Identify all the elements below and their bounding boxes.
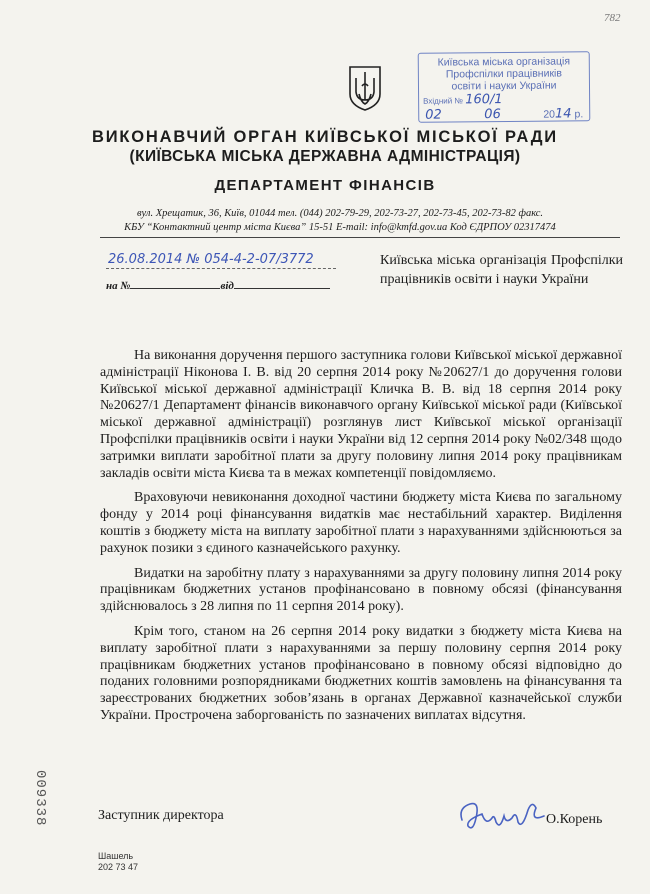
executor-info	[98, 851, 138, 873]
page-number: 782	[604, 12, 621, 24]
letter-body	[100, 348, 622, 733]
on-number-blank	[130, 278, 220, 289]
department-name: ДЕПАРТАМЕНТ ФІНАНСІВ	[214, 177, 436, 194]
outgoing-reference: 26.08.2014 № 054-4-2-07/3772	[108, 252, 314, 267]
stamp-line1: Київська міська організація	[437, 55, 571, 69]
org-name-line1: ВИКОНАВЧИЙ ОРГАН КИЇВСЬКОЇ МІСЬКОЇ РАДИ	[92, 128, 558, 146]
org-name-line2: (КИЇВСЬКА МІСЬКА ДЕРЖАВНА АДМІНІСТРАЦІЯ)	[129, 148, 521, 165]
stamp-date-day: 02	[425, 107, 442, 123]
executor-name: Шашель	[98, 851, 134, 861]
body-paragraph-1: На виконання доручення першого заступника голови Київської міської державної адміністрації Ніконова І. В. від 20 серпня 2014 року №20627/1 до доручення голови Київської міської державної адміністрації Кличка В. В. від 18 серпня 2014 року №20627/1 Департамент фінансів виконавчого органу Київської міської ради (Київської міської державної адміністрації) розглянув лист Київської міської організації Профспілки працівників освіти і науки України від 12 серпня 2014 року №02/348 щодо затримки виплати заробітної плати за другу половину липня 2014 року працівникам закладів освіти міста Києва та в межах компетенції повідомляємо.	[100, 348, 622, 481]
stamp-line2: Профспілки працівників	[445, 67, 562, 81]
reference-underline	[106, 268, 336, 269]
stamp-date-row	[419, 108, 589, 121]
incoming-stamp	[418, 51, 591, 122]
stamp-line3: освіти і науки України	[451, 79, 557, 93]
header-divider	[100, 237, 620, 238]
stamp-in-number: 160/1	[465, 92, 503, 108]
from-blank	[234, 278, 330, 289]
body-paragraph-3: Видатки на заробітну плату з нарахуваннями за другу половину липня 2014 року працівникам бюджетних установ профінансовано в повному обсязі (фінансування здійснювалось з 28 липня по 11 серпня 2014 року).	[100, 565, 622, 615]
svg-text:009338: 009338	[32, 770, 48, 827]
recipient: Київська міська організація Профспілки працівників освіти і науки України	[380, 253, 623, 287]
stamp-date-month: 06	[484, 107, 501, 123]
signatory-name: О.Корень	[546, 812, 603, 827]
body-paragraph-4: Крім того, станом на 26 серпня 2014 року видатки з бюджету міста Києва на виплату заробітної плати з нарахуваннями за першу половину серпня 2014 року працівникам бюджетних установ профінансовано в повному обсязі відповідно до поданих головними розпорядниками бюджетних коштів замовлень на фінансування та зареєстрованих бюджетних зобов’язань в органах Державної казначейської служби України. Прострочена заборгованість по зазначених виплатах відсутня.	[100, 623, 622, 723]
handwritten-signature	[456, 796, 552, 836]
body-paragraph-2: Враховуючи невиконання доходної частини бюджету міста Києва по загальному фонду у 2014 році фінансування видатків має нестабільний характер. Виділення коштів з бюджету міста на виплату заробітної плати з нарахуваннями здійснюються за рахунок позики з єдиного казначейського рахунку.	[100, 490, 622, 556]
coat-of-arms-icon	[347, 64, 383, 112]
from-label: від	[220, 280, 234, 292]
on-number-label: на №	[106, 280, 131, 292]
address-line2: КБУ “Контактний центр міста Києва” 15-51 E-mail: info@kmfd.gov.ua Код ЄДРПОУ 02317474	[124, 222, 556, 233]
stamp-in-label: Вхідний №	[423, 96, 464, 106]
address-line1: вул. Хрещатик, 36, Київ, 01044 тел. (044) 202-79-29, 202-73-27, 202-73-45, 202-73-82 факс.	[136, 208, 544, 219]
reply-reference	[106, 278, 330, 292]
signatory-title: Заступник директора	[98, 808, 224, 823]
executor-phone: 202 73 47	[98, 862, 139, 872]
serial-number-stamp	[32, 768, 50, 848]
stamp-date-year: 2014 р.	[543, 106, 584, 122]
